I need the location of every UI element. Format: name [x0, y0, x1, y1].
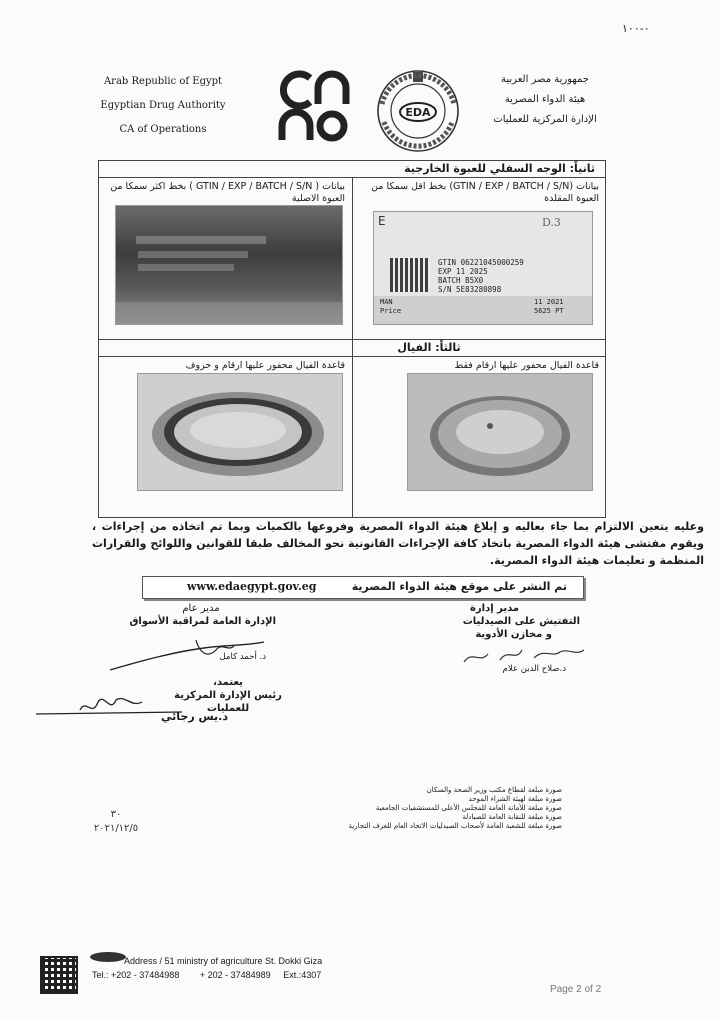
qr-code: [40, 956, 78, 994]
photo-mfg: MAN: [380, 298, 393, 306]
header-ar-line: جمهورية مصر العربية: [501, 74, 589, 85]
original-vial-photo: [137, 373, 343, 491]
publish-text: تم النشر على موقع هيئة الدواء المصرية: [351, 580, 567, 593]
counterfeit-vial-photo: [407, 373, 593, 491]
photo-gtin: GTIN 06221045000259: [438, 258, 524, 267]
copy-line: صورة مبلغة لهيئة الشراء الموحد: [468, 795, 562, 803]
right-signature-block: [430, 602, 580, 641]
right-sig-title1: مدير إدارة: [470, 603, 520, 614]
header-ar-line: هيئة الدواء المصرية: [504, 94, 586, 105]
photo-price-label: Price: [380, 307, 402, 315]
approve-name: د.يس رجائي: [161, 710, 228, 723]
publish-box: [142, 576, 584, 599]
right-packaging-label: بيانات (GTIN / EXP / BATCH / S/N) بخط اقل سمكا من العبوة المقلدة: [371, 181, 599, 204]
counterfeit-packaging-photo: [373, 211, 593, 325]
top-corner-mark: ٠-١٠٠: [622, 22, 650, 35]
photo-batch: BATCH B5X0: [438, 276, 484, 285]
section3-title: ثالثاً: الفيال: [397, 341, 461, 354]
handwritten-number: ٣٠: [110, 809, 122, 820]
footer-tel2: + 202 - 37484989: [199, 970, 271, 980]
photo-price: 5625 PT: [534, 307, 564, 315]
photo-mfg-date: 11 2021: [534, 298, 564, 306]
header-english: [88, 70, 238, 142]
header-ar-line: الإدارة المركزية للعمليات: [493, 114, 597, 125]
left-sig-name: د. أحمد كامل: [219, 652, 266, 662]
approve-title: رئيس الإدارة المركزية للعمليات: [174, 690, 282, 714]
approve-label: يعتمد،: [213, 677, 243, 688]
handwritten-date: ٢٠٢١/١٢/٥: [93, 823, 139, 834]
photo-corner-letter: E: [378, 214, 386, 228]
handwritten-note: [86, 808, 146, 836]
right-sig-title3: و مخازن الأدوية: [475, 629, 552, 640]
header-en-line: Arab Republic of Egypt: [103, 76, 223, 87]
datamatrix-code: [390, 258, 430, 292]
evidence-table: [98, 160, 606, 518]
copy-line: صورة مبلغة لقطاع مكتب وزير الصحة والسكان: [426, 786, 562, 794]
ca-logo: [276, 68, 352, 142]
original-packaging-photo: [115, 205, 343, 325]
photo-exp: EXP 11 2025: [438, 267, 488, 276]
section2-title: ثانياً: الوجه السفلي للعبوة الخارجية: [99, 161, 605, 178]
seal-logo-text: EDA: [405, 106, 431, 119]
page-number: Page 2 of 2: [550, 984, 602, 995]
footer-tel: [92, 970, 321, 980]
footer-ext: Ext.:4307: [283, 970, 322, 980]
publish-url[interactable]: www.edaegypt.gov.eg: [187, 580, 317, 593]
header-arabic: [470, 70, 620, 130]
instruction-paragraph: وعليه يتعين الالتزام بما جاء بعاليه و إبلاغ هيئة الدواء المصرية وفروعها بالكميات وبما تم اتخاذه من إجراءات ، ويقوم مفتشى هيئة الدواء المصرية باتخاذ كافة الإجراءات القانونية نحو المخالف طبقا للقوانين واللوائح والقرارات المنظمة و تعليمات هيئة الدواء المصرية.: [92, 520, 704, 567]
copy-line: صورة مبلغة للشعبة العامة لأصحاب الصيدليات الاتحاد العام للغرف التجارية: [348, 822, 562, 830]
left-sig-title1: مدير عام: [182, 603, 220, 614]
left-packaging-label: بيانات ( GTIN / EXP / BATCH / S/N ) بخط اكثر سمكا من العبوة الاصلية: [110, 181, 345, 204]
right-vial-label: قاعدة الفيال محفور عليها ارقام فقط: [454, 360, 599, 371]
copies-list: [270, 786, 562, 831]
left-sig-title2: الإدارة العامة لمراقبة الأسواق: [129, 616, 276, 627]
header-en-line: CA of Operations: [119, 124, 207, 135]
header-en-line: Egyptian Drug Authority: [100, 100, 226, 111]
copy-line: صورة مبلغة للأمانة العامة للمجلس الأعلى للمستشفيات الجامعية: [375, 804, 562, 812]
copy-line: صورة مبلغة للنقابة العامة للصيادلة: [462, 813, 562, 821]
footer-tel1: Tel.: +202 - 37484988: [92, 970, 180, 980]
footer-address: Address / 51 ministry of agriculture St. Dokki Giza: [124, 956, 323, 966]
eda-seal: [370, 66, 466, 156]
right-sig-title2: التفتيش على الصيدليات: [462, 616, 580, 627]
photo-code: D.3: [542, 216, 561, 229]
footer-logo-icon: [88, 948, 128, 967]
left-signature-block: [126, 602, 276, 628]
right-sig-name: د.صلاح الدين علام: [502, 664, 566, 674]
left-vial-label: قاعدة الفيال محفور عليها ارقام و حروف: [185, 360, 345, 371]
photo-serial: S/N 5E83280898: [438, 285, 502, 294]
